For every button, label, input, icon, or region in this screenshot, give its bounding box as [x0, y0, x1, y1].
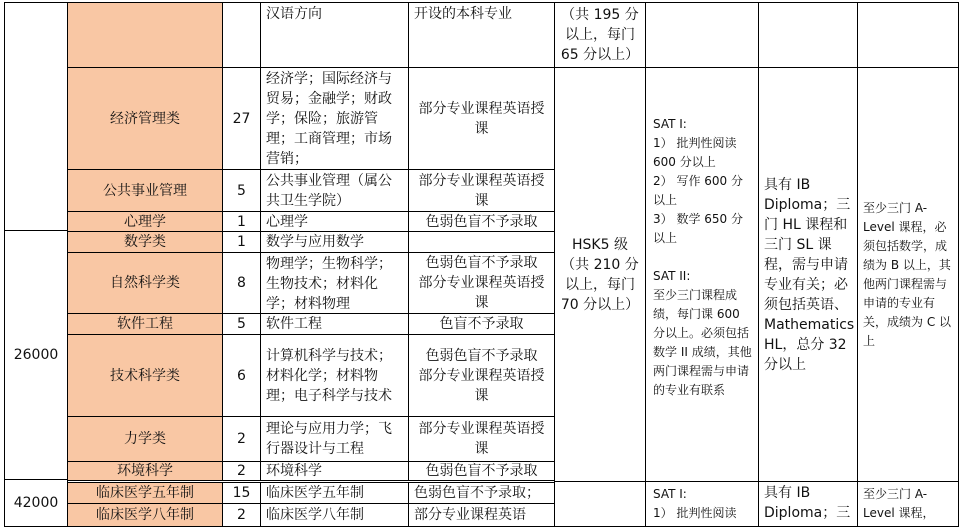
sat-cell — [645, 67, 759, 482]
count-value: 6 — [237, 367, 246, 384]
count-value: 8 — [237, 275, 246, 291]
count-value: 1 — [237, 213, 246, 230]
majors-cell — [260, 67, 409, 170]
tuition-value: 42000 — [13, 495, 59, 511]
majors-cell — [260, 231, 409, 253]
english-cell — [408, 231, 555, 253]
hsk-cell — [554, 67, 646, 482]
sat-cell — [645, 2, 759, 68]
majors-text: 临床医学八年制 — [266, 507, 364, 523]
majors-cell — [260, 416, 409, 462]
count-value: 2 — [237, 463, 246, 479]
hsk-cell — [554, 2, 646, 68]
count-value: 5 — [237, 182, 246, 199]
category-label: 数学类 — [124, 234, 166, 250]
tuition-cell-top — [4, 2, 68, 231]
english-text: 色弱色盲不予录取 部分专业课程英语授课 — [418, 255, 545, 311]
category-cell — [67, 334, 223, 417]
majors-text: 计算机科学与技术；材料化学；材料物理；电子科学与技术 — [266, 347, 392, 404]
category-cell — [67, 482, 223, 504]
ib-text: 具有 IB Diploma；三 — [764, 485, 851, 521]
alevel-text: 至少三门 A-Level 课程，必须包括数学，成绩为 B 以上，其他两门课程需与申请的专业有关，成绩为 C 以上 — [863, 200, 952, 348]
english-cell — [408, 461, 555, 481]
sat-text: SAT I: 1） 批判性阅读 — [653, 487, 737, 520]
sat-cell — [645, 481, 759, 527]
english-text: 色弱色盲不予录取 — [425, 463, 538, 479]
count-value: 1 — [237, 234, 246, 250]
majors-text: 临床医学五年制 — [266, 485, 364, 501]
category-label: 环境科学 — [117, 463, 173, 479]
category-label: 自然科学类 — [110, 275, 180, 291]
category-label: 经济管理类 — [110, 110, 180, 127]
majors-cell — [260, 169, 409, 212]
category-cell — [67, 231, 223, 253]
category-label: 临床医学八年制 — [96, 507, 194, 523]
majors-cell — [260, 461, 409, 481]
majors-text: 公共事业管理（属公共卫生学院） — [266, 173, 392, 209]
majors-text: 理论与应用力学；飞行器设计与工程 — [266, 421, 392, 457]
count-cell — [222, 67, 261, 170]
english-text: 色盲不予录取 — [439, 316, 524, 332]
english-cell — [408, 416, 555, 462]
alevel-cell — [857, 2, 959, 68]
ib-text: 具有 IB Diploma；三门 HL 课程和三门 SL 课程，需与申请专业有关；必须包括英语、Mathematics HL，总分 32 分以上 — [764, 176, 855, 373]
english-text: 色弱色盲不予录取 部分专业课程英语授课 — [418, 347, 545, 404]
ib-cell — [758, 67, 858, 482]
english-text: 部分专业课程英语授课 — [418, 421, 545, 457]
category-cell — [67, 2, 223, 68]
alevel-text: 至少三门 A-Level 课程， — [863, 487, 935, 520]
alevel-cell — [857, 67, 959, 482]
category-cell — [67, 416, 223, 462]
majors-text: 经济学；国际经济与贸易；金融学；财政学；保险；旅游管理；工商管理；市场营销； — [266, 71, 392, 167]
hsk-text: （共 195 分 以上，每门 65 分以上） — [560, 7, 640, 63]
ib-cell — [758, 2, 858, 68]
direction-label: 汉语方向 — [266, 6, 322, 22]
majors-text: 软件工程 — [266, 316, 322, 332]
majors-cell — [260, 2, 409, 68]
category-cell — [67, 169, 223, 212]
tuition-value: 26000 — [13, 347, 59, 363]
count-cell — [222, 482, 261, 504]
category-label: 力学类 — [124, 431, 166, 447]
category-label: 临床医学五年制 — [96, 485, 194, 501]
majors-text: 物理学；生物科学；生物技术；材料化学；材料物理 — [266, 256, 392, 312]
hsk-text: HSK5 级 （共 210 分 以上，每门 70 分以上） — [560, 236, 640, 313]
majors-cell — [260, 313, 409, 335]
category-cell — [67, 313, 223, 335]
count-cell — [222, 334, 261, 417]
english-text: 色弱色盲不予录取 — [425, 213, 538, 230]
category-cell — [67, 67, 223, 170]
category-label: 软件工程 — [117, 316, 173, 332]
tuition-cell — [4, 230, 68, 480]
count-value: 5 — [237, 316, 246, 332]
count-value: 2 — [237, 507, 246, 523]
category-label: 公共事业管理 — [103, 182, 187, 199]
count-cell — [222, 416, 261, 462]
majors-cell — [260, 211, 409, 232]
count-cell — [222, 231, 261, 253]
count-cell — [222, 211, 261, 232]
count-value: 15 — [232, 485, 251, 501]
count-cell — [222, 169, 261, 212]
english-cell — [408, 482, 555, 504]
english-text: 部分专业课程英语授课 — [418, 100, 545, 137]
count-cell — [222, 2, 261, 68]
count-cell — [222, 503, 261, 527]
english-text: 部分专业课程英语授课 — [418, 172, 545, 209]
english-label: 开设的本科专业 — [414, 6, 512, 22]
count-value: 2 — [237, 431, 246, 447]
count-cell — [222, 313, 261, 335]
english-cell — [408, 2, 555, 68]
category-label: 心理学 — [124, 213, 166, 230]
english-text: 色弱色盲不予录取； — [414, 485, 540, 501]
majors-cell — [260, 252, 409, 314]
english-cell — [408, 503, 555, 527]
english-cell — [408, 334, 555, 417]
category-cell — [67, 503, 223, 527]
majors-text: 环境科学 — [266, 463, 322, 479]
count-cell — [222, 461, 261, 481]
majors-cell — [260, 334, 409, 417]
majors-text: 数学与应用数学 — [266, 234, 364, 250]
alevel-cell — [857, 481, 959, 527]
hsk-cell — [554, 481, 646, 527]
english-cell — [408, 67, 555, 170]
majors-text: 心理学 — [266, 213, 308, 230]
category-label: 技术科学类 — [110, 367, 180, 384]
english-text: 部分专业课程英语 — [414, 507, 526, 523]
category-cell — [67, 461, 223, 481]
count-cell — [222, 252, 261, 314]
category-cell — [67, 211, 223, 232]
tuition-cell — [4, 479, 68, 527]
majors-cell — [260, 482, 409, 504]
majors-cell — [260, 503, 409, 527]
english-cell — [408, 252, 555, 314]
sat-text: SAT I: 1） 批判性阅读 600 分以上 2） 写作 600 分 以上 3） 数学 650 分 以上 SAT II: 至少三门课程成绩，每门课 600 分以上。必须包括数学 II 成绩，其他两门课程需与申请的专业有联系 — [653, 117, 752, 397]
english-cell — [408, 211, 555, 232]
ib-cell — [758, 481, 858, 527]
english-cell — [408, 169, 555, 212]
count-value: 27 — [232, 110, 251, 127]
english-cell — [408, 313, 555, 335]
category-cell — [67, 252, 223, 314]
